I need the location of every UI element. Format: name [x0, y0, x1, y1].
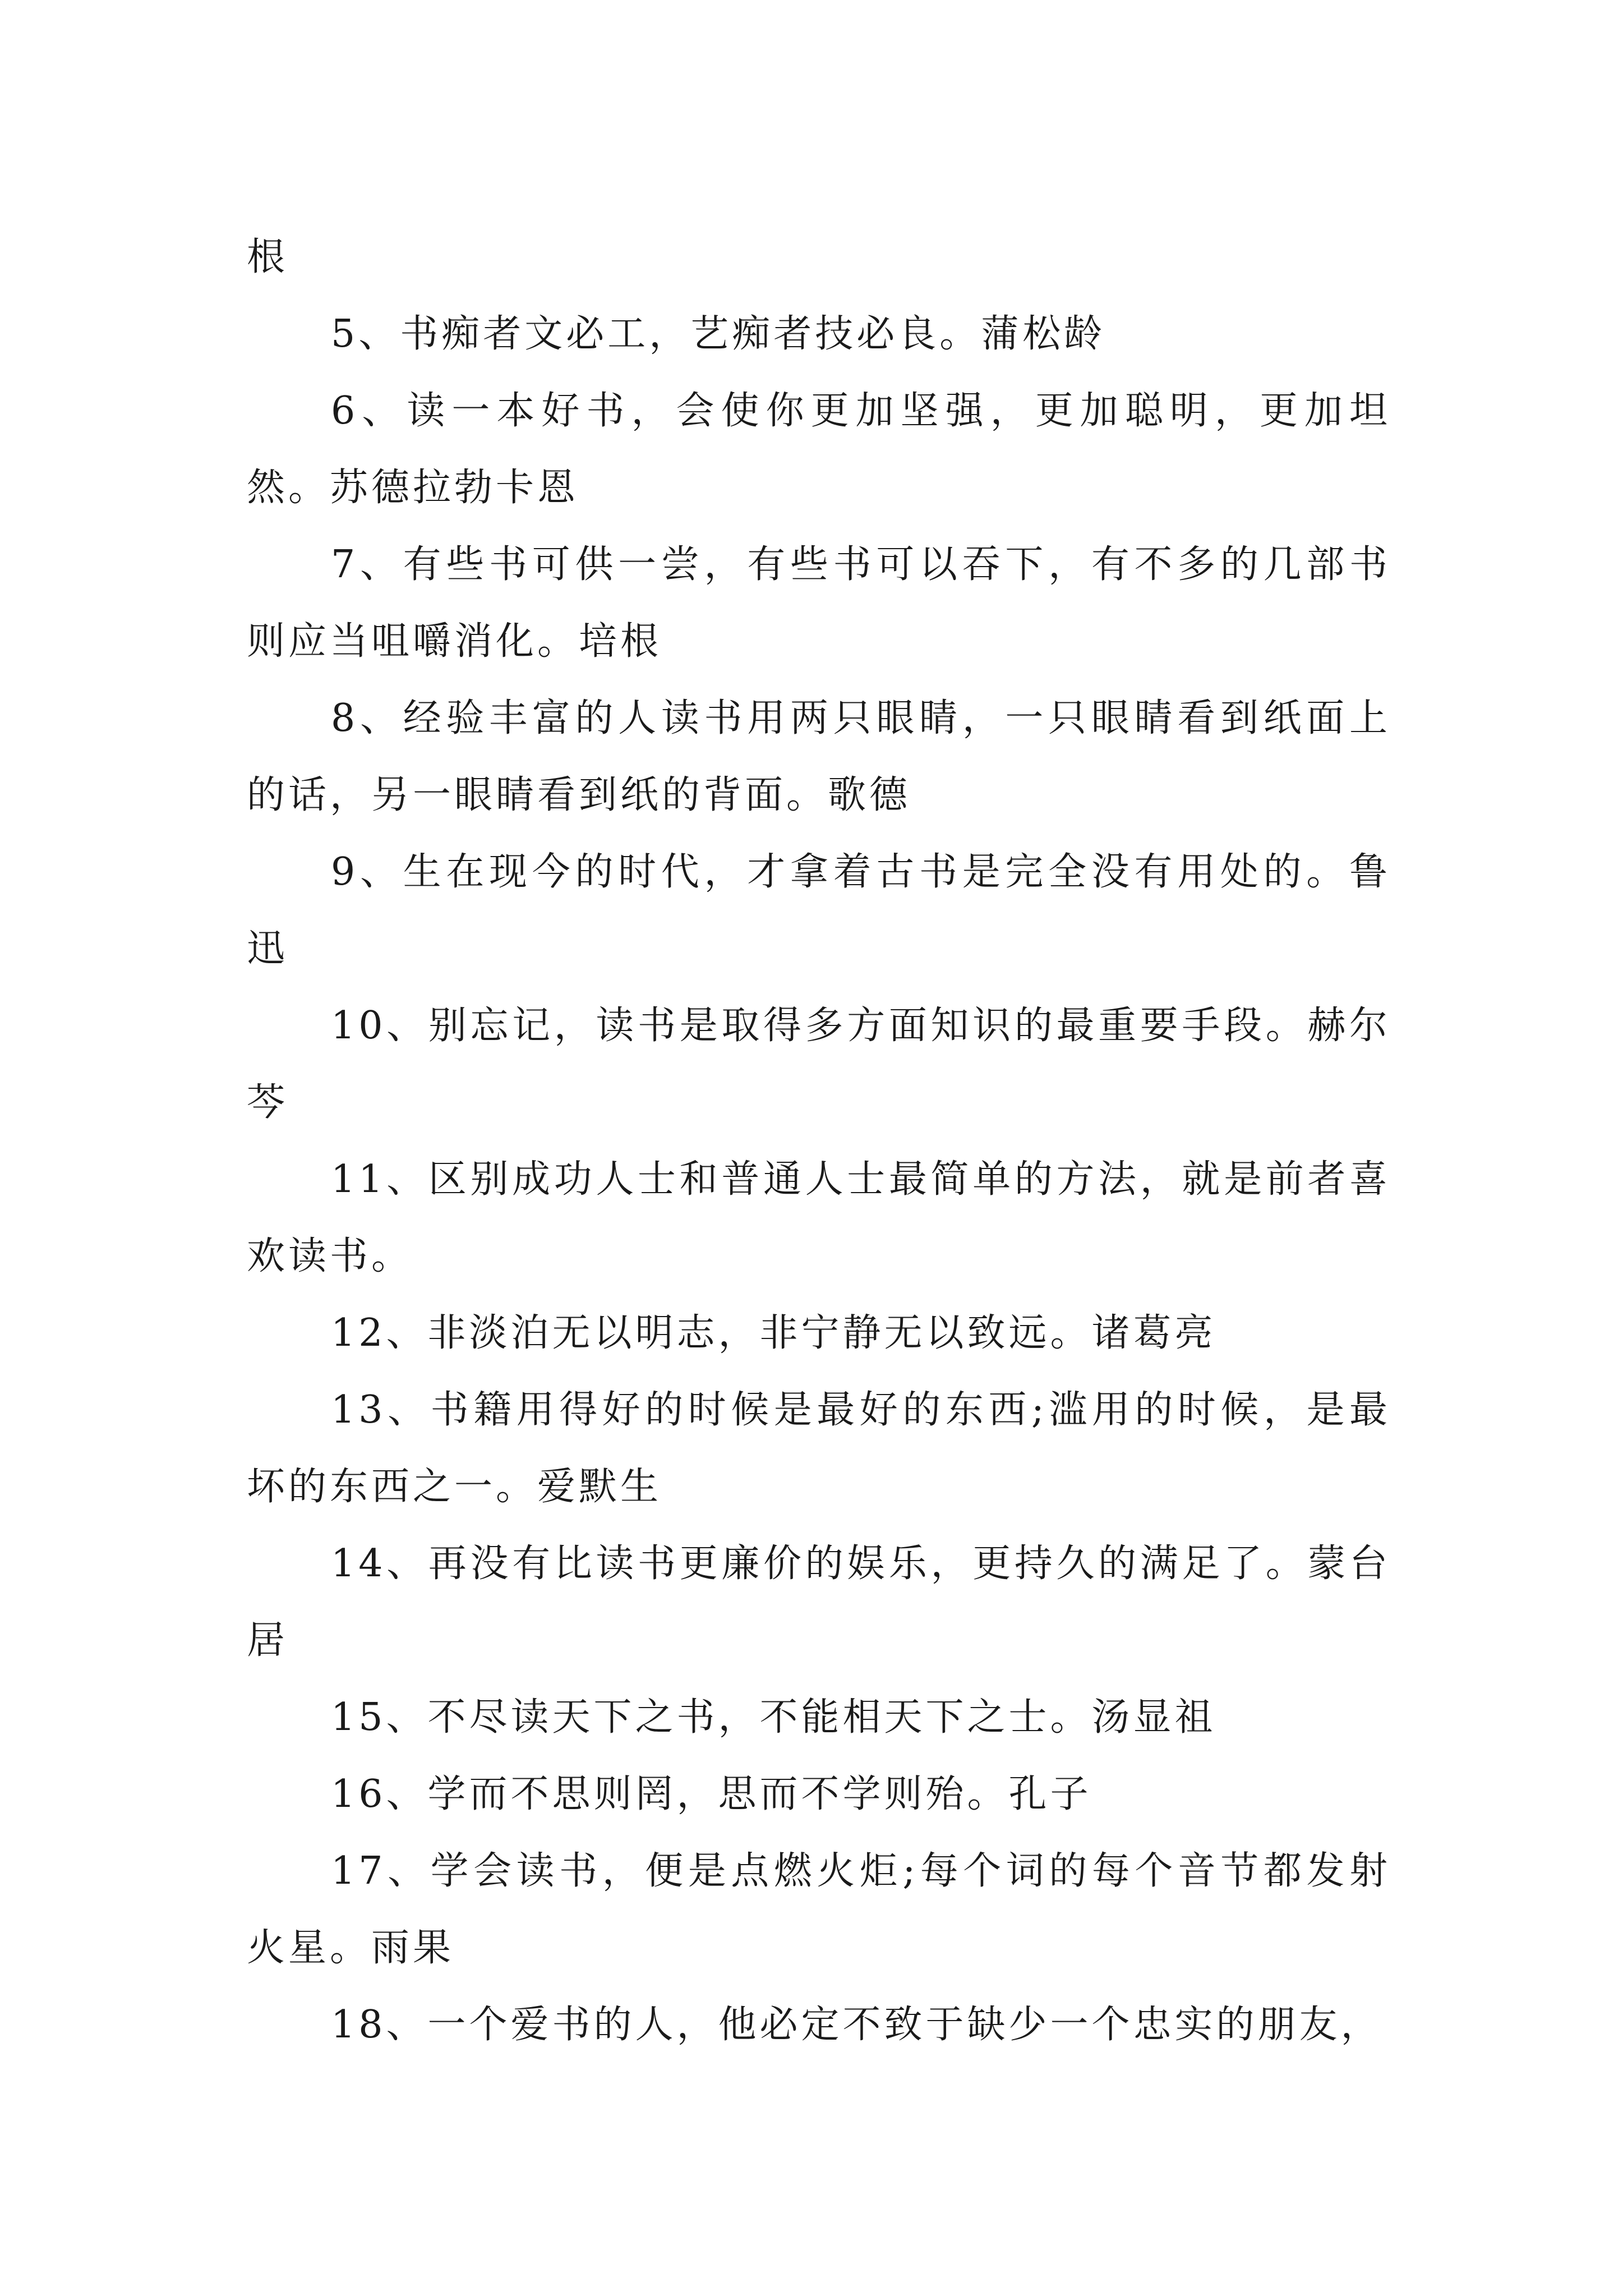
paragraph-quote-14: 14、再没有比读书更廉价的娱乐，更持久的满足了。蒙台居 [247, 1542, 1391, 1663]
paragraph-quote-6: 6、读一本好书，会使你更加坚强，更加聪明，更加坦然。苏德拉勃卡恩 [247, 389, 1391, 510]
paragraph-quote-16: 16、学而不思则罔，思而不学则殆。孔子 [331, 1772, 1092, 1816]
document-body [247, 219, 1391, 2063]
paragraph-quote-7: 7、有些书可供一尝，有些书可以吞下，有不多的几部书则应当咀嚼消化。培根 [247, 542, 1391, 664]
paragraph-quote-11: 11、区别成功人士和普通人士最简单的方法，就是前者喜欢读书。 [247, 1157, 1391, 1278]
paragraph-quote-18: 18、一个爱书的人，他必定不致于缺少一个忠实的朋友， [331, 2003, 1382, 2047]
paragraph-quote-10: 10、别忘记，读书是取得多方面知识的最重要手段。赫尔芩 [247, 1004, 1391, 1125]
paragraph-quote-9: 9、生在现今的时代，才拿着古书是完全没有用处的。鲁迅 [247, 850, 1391, 971]
paragraph-quote-17: 17、学会读书，便是点燃火炬;每个词的每个音节都发射火星。雨果 [247, 1849, 1391, 1970]
paragraph-continuation: 根 [247, 235, 289, 279]
paragraph-quote-5: 5、书痴者文必工，艺痴者技必良。蒲松龄 [331, 312, 1106, 356]
paragraph-quote-8: 8、经验丰富的人读书用两只眼睛，一只眼睛看到纸面上的话，另一眼睛看到纸的背面。歌德 [247, 696, 1391, 817]
paragraph-quote-15: 15、不尽读天下之书，不能相天下之士。汤显祖 [331, 1695, 1216, 1740]
paragraph-quote-12: 12、非淡泊无以明志，非宁静无以致远。诸葛亮 [331, 1311, 1216, 1355]
paragraph-quote-13: 13、书籍用得好的时候是最好的东西;滥用的时候，是最坏的东西之一。爱默生 [247, 1388, 1391, 1509]
